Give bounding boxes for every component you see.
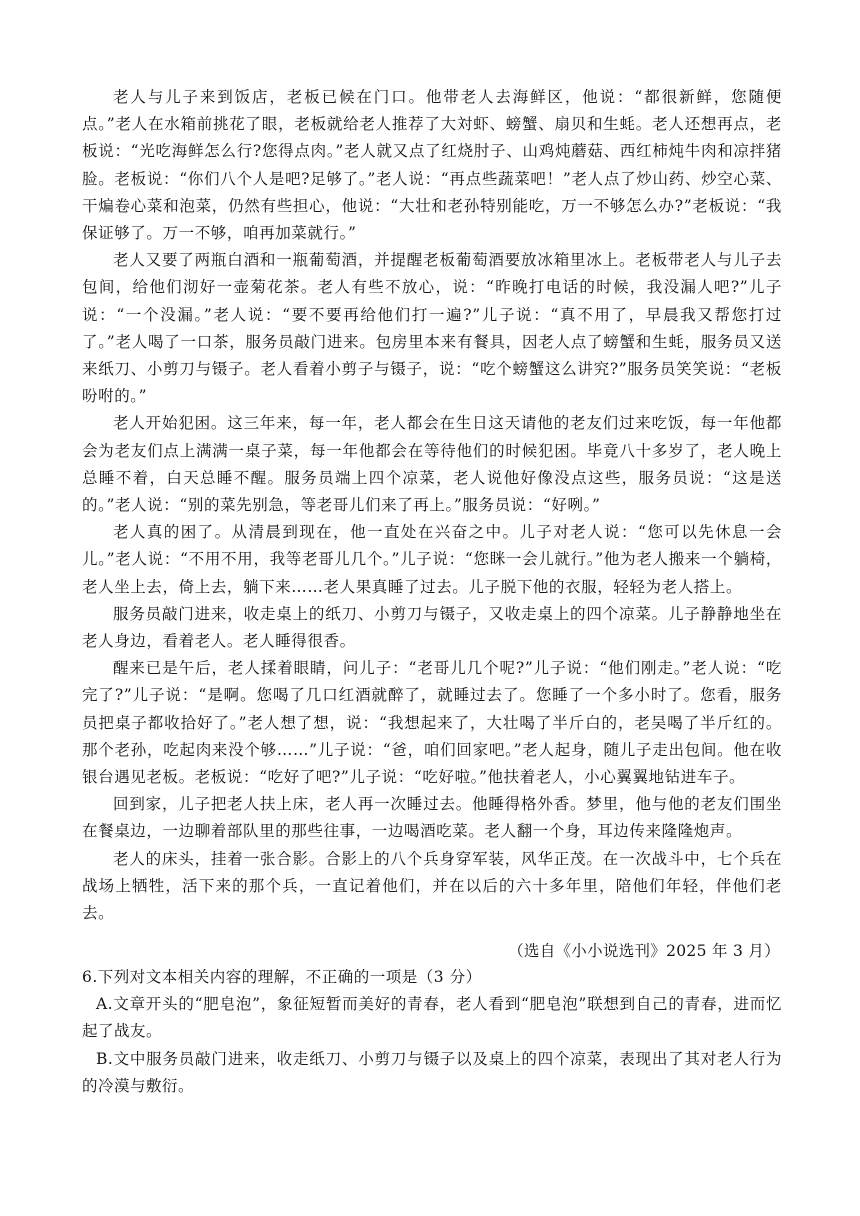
source-citation: （选自《小小说选刊》2025 年 3 月）	[508, 942, 780, 960]
option-b: B.文中服务员敲门进来，收走纸刀、小剪刀与镊子以及桌上的四个凉菜，表现出了其对老人行为的冷漠与敷衍。	[82, 1049, 782, 1095]
question-6	[82, 964, 782, 1100]
paragraph-7: 回到家，儿子把老人扶上床，老人再一次睡过去。他睡得格外香。梦里，他与他的老友们围坐在餐桌边，一边聊着部队里的那些往事，一边喝酒吃菜。老人翻一个身，耳边传来隆隆炮声。	[82, 795, 782, 841]
paragraph-3: 老人开始犯困。这三年来，每一年，老人都会在生日这天请他的老友们过来吃饭，每一年他都会为老友们点上满满一桌子菜，每一年他都会在等待他们的时候犯困。毕竟八十多岁了，老人晚上总睡不着，白天总睡不醒。服务员端上四个凉菜，老人说他好像没点这些，服务员说：“这是送的。”老人说：“别的菜先别急，等老哥儿们来了再上。”服务员说：“好咧。”	[82, 414, 782, 515]
paragraph-6: 醒来已是午后，老人揉着眼睛，问儿子：“老哥儿几个呢?”儿子说：“他们刚走。”老人说：“吃完了?”儿子说：“是啊。您喝了几口红酒就醉了，就睡过去了。您睡了一个多小时了。您看，服务员把桌子都收拾好了。”老人想了想，说：“我想起来了，大壮喝了半斤白的，老吴喝了半斤红的。那个老孙，吃起肉来没个够……”儿子说：“爸，咱们回家吧。”老人起身，随儿子走出包间。他在收银台遇见老板。老板说：“吃好了吧?”儿子说：“吃好啦。”他扶着老人，小心翼翼地钻进车子。	[82, 659, 782, 787]
option-a: A.文章开头的“肥皂泡”，象征短暂而美好的青春，老人看到“肥皂泡”联想到自己的青春，进而忆起了战友。	[82, 995, 782, 1041]
question-stem: 6.下列对文本相关内容的理解，不正确的一项是（3 分）	[82, 968, 482, 986]
paragraph-1: 老人与儿子来到饭店，老板已候在门口。他带老人去海鲜区，他说：“都很新鲜，您随便点。”老人在水箱前挑花了眼，老板就给老人推荐了大対虾、螃蟹、扇贝和生蚝。老人还想再点，老板说：“光吃海鲜怎么行?您得点肉。”老人就又点了红烧肘子、山鸡炖蘑菇、西红柿炖牛肉和凉拌猪脸。老板说：“你们八个人是吧?足够了。”老人说：“再点些蔬菜吧！”老人点了炒山药、炒空心菜、干煸卷心菜和泡菜，仍然有些担心，他说：“大壮和老孙特别能吃，万一不够怎么办?”老板说：“我保证够了。万一不够，咱再加菜就行。”	[82, 88, 782, 243]
paragraph-4: 老人真的困了。从清晨到现在，他一直处在兴奋之中。儿子对老人说：“您可以先休息一会儿。”老人说：“不用不用，我等老哥儿几个。”儿子说：“您眯一会儿就行。”他为老人搬来一个躺椅，老人坐上去，倚上去，躺下来……老人果真睡了过去。儿子脱下他的衣服，轻轻为老人搭上。	[82, 523, 782, 596]
paragraph-8: 老人的床头，挂着一张合影。合影上的八个兵身穿军装，风华正茂。在一次战斗中，七个兵在战场上牺牲，活下来的那个兵，一直记着他们，并在以后的六十多年里，陪他们年轻，伴他们老去。	[82, 849, 782, 923]
paragraph-5: 服务员敲门进来，收走桌上的纸刀、小剪刀与镊子，又收走桌上的四个凉菜。儿子静静地坐在老人身边，看着老人。老人睡得很香。	[82, 604, 782, 651]
story-passage	[82, 84, 782, 927]
paragraph-2: 老人又要了两瓶白酒和一瓶葡萄酒，并提醒老板葡萄酒要放冰箱里冰上。老板带老人与儿子去包间，给他们沏好一壶菊花茶。老人有些不放心，说：“昨晚打电话的时候，我没漏人吧?”儿子说：“一个没漏。”老人说：“要不要再给他们打一遍?”儿子说：“真不用了，早晨我又帮您打过了。”老人喝了一口茶，服务员敲门进来。包房里本来有餐具，因老人点了螃蟹和生蚝，服务员又送来纸刀、小剪刀与镊子。老人看着小剪子与镊子，说：“吃个螃蟹这么讲究?”服务员笑笑说：“老板吩咐的。”	[82, 251, 782, 406]
